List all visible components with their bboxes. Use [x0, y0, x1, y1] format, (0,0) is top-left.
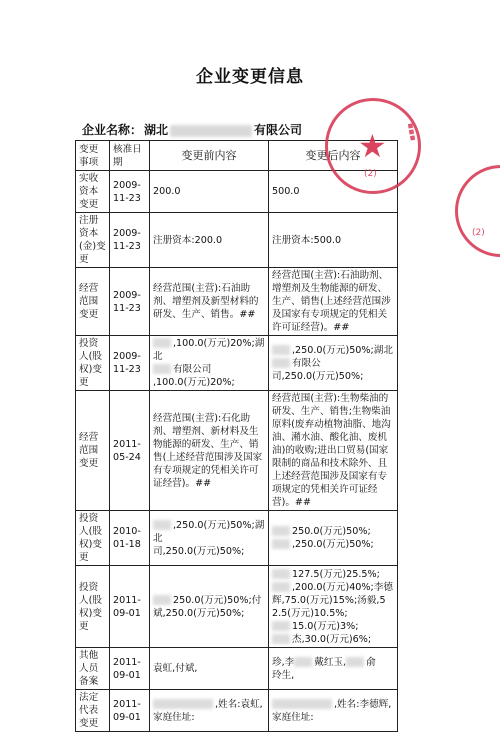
row-content-before: ,100.0(万元)20%;湖北 有限公司 ,100.0(万元)20%; — [150, 336, 269, 391]
row-content-before: ,姓名:袁虹,家庭住址: — [150, 690, 269, 732]
row-change-item: 经营范围变更 — [76, 268, 110, 336]
table-row — [76, 213, 398, 268]
row-content-after: 500.0 — [269, 171, 398, 213]
redaction-block — [153, 364, 171, 374]
redaction-block — [272, 582, 290, 592]
row-change-item: 投资人(股权)变更 — [76, 566, 110, 648]
row-content-after: 珍,李 戴红玉, 俞 玲生, — [269, 648, 398, 690]
redaction-block — [294, 657, 312, 667]
row-content-before: 经营范围(主营):石化助剂、增塑剂、新材料及生物能源的研发、生产、销售(上述经营范围涉及国家有专项规定的凭相关许可证经营)。## — [150, 391, 269, 511]
partial-seal-stamp — [455, 165, 500, 257]
table-row — [76, 566, 398, 648]
row-approval-date: 2011-09-01 — [110, 648, 150, 690]
company-name-suffix: 有限公司 — [254, 123, 303, 137]
star-icon: ★ — [358, 127, 387, 165]
table-row — [76, 336, 398, 391]
row-content-before: 经营范围(主营):石油助剂、增塑剂及新型材料的研发、生产、销售。## — [150, 268, 269, 336]
table-row — [76, 391, 398, 511]
redaction-block — [153, 520, 171, 530]
seal-number: (2) — [472, 228, 485, 238]
row-change-item: 经营范围变更 — [76, 391, 110, 511]
row-content-after: ,250.0(万元)50%;湖北 有限公 司,250.0(万元)50%; — [269, 336, 398, 391]
row-approval-date: 2011-09-01 — [110, 566, 150, 648]
table-row — [76, 648, 398, 690]
row-approval-date: 2009-11-23 — [110, 336, 150, 391]
row-change-item: 法定代表变更 — [76, 690, 110, 732]
row-approval-date: 2009-11-23 — [110, 213, 150, 268]
redaction-block — [170, 125, 252, 137]
redaction-block — [272, 621, 290, 631]
row-content-before: 250.0(万元)50%;付斌,250.0(万元)50%; — [150, 566, 269, 648]
official-seal-stamp: ★ (2) ▪▪▪ — [325, 98, 421, 194]
header-content-after: 变更后内容 — [269, 141, 398, 171]
row-content-before: 袁虹,付斌, — [150, 648, 269, 690]
table-row — [76, 268, 398, 336]
redaction-block — [272, 539, 290, 549]
change-records-table — [75, 140, 398, 732]
row-change-item: 投资人(股权)变更 — [76, 336, 110, 391]
row-approval-date: 2011-05-24 — [110, 391, 150, 511]
row-content-after: 127.5(万元)25.5%; ,200.0(万元)40%;李德辉,75.0(万元)15%;汤毅,52.5(万元)10.5%; 15.0(万元)3%; 杰,30.0(万元)6%; — [269, 566, 398, 648]
redaction-block — [272, 345, 290, 355]
row-content-after: 经营范围(主营):石油助剂、增塑剂及生物能源的研发、生产、销售(上述经营范围涉及国家有专项规定的凭相关许可证经营)。## — [269, 268, 398, 336]
row-change-item: 投资人(股权)变更 — [76, 511, 110, 566]
row-approval-date: 2009-11-23 — [110, 171, 150, 213]
header-change-item: 变更事项 — [76, 141, 110, 171]
row-approval-date: 2009-11-23 — [110, 268, 150, 336]
redaction-block — [272, 569, 290, 579]
header-content-before: 变更前内容 — [150, 141, 269, 171]
row-content-after: ,姓名:李德辉,家庭住址: — [269, 690, 398, 732]
row-content-after: 经营范围(主营):生物柴油的研发、生产、销售;生物柴油原料(废弃动植物油脂、地沟油、潲水油、酸化油、废机油)的收购;进出口贸易(国家限制的商品和技术除外、且上述经营范围涉及国家有专项规定的凭相关许可证经营)。## — [269, 391, 398, 511]
row-change-item: 注册资本(金)变更 — [76, 213, 110, 268]
table-row — [76, 690, 398, 732]
header-approval-date: 核准日期 — [110, 141, 150, 171]
redaction-block — [272, 358, 290, 368]
company-name-label: 企业名称： — [82, 123, 143, 137]
redaction-block — [346, 657, 364, 667]
row-approval-date: 2010-01-18 — [110, 511, 150, 566]
row-content-before: 注册资本:200.0 — [150, 213, 269, 268]
row-approval-date: 2011-09-01 — [110, 690, 150, 732]
row-content-before: ,250.0(万元)50%;湖北 司,250.0(万元)50%; — [150, 511, 269, 566]
redaction-block — [153, 338, 171, 348]
document-title: 企业变更信息 — [196, 67, 304, 87]
row-content-before: 200.0 — [150, 171, 269, 213]
company-name-prefix: 湖北 — [144, 123, 169, 137]
redaction-block — [153, 595, 171, 605]
row-content-after: 注册资本:500.0 — [269, 213, 398, 268]
redaction-block — [272, 699, 332, 709]
row-change-item: 实收资本变更 — [76, 171, 110, 213]
redaction-block — [272, 634, 290, 644]
redaction-block — [272, 526, 290, 536]
row-content-after: 250.0(万元)50%; ,250.0(万元)50%; — [269, 511, 398, 566]
row-change-item: 其他人员备案 — [76, 648, 110, 690]
redaction-block — [153, 699, 213, 709]
seal-number: (2) — [364, 169, 377, 179]
table-row — [76, 511, 398, 566]
